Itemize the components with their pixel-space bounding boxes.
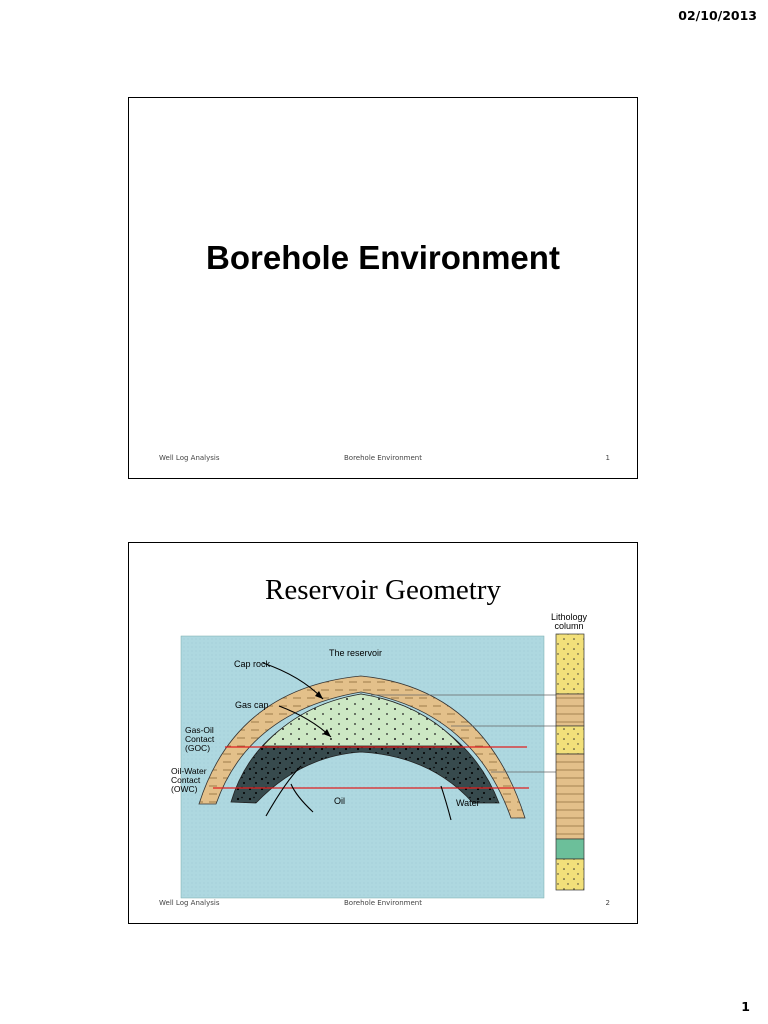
footer-topic: Borehole Environment	[343, 454, 422, 462]
lith-shale-2	[556, 754, 584, 839]
owc-label-line3: (OWC)	[171, 784, 198, 794]
slide-1	[128, 97, 638, 479]
owc-label-line1: Oil-Water	[171, 766, 207, 776]
lith-sand-1	[556, 634, 584, 694]
footer-course: Well Log Analysis	[159, 454, 220, 462]
lithology-column	[556, 634, 584, 890]
slide-2	[128, 542, 638, 924]
slide-footer	[129, 899, 637, 911]
reservoir-diagram	[151, 606, 621, 906]
oil-label: Oil	[334, 796, 345, 806]
lith-sand-2	[556, 726, 584, 754]
slide-title: Borehole Environment	[206, 239, 560, 276]
slide-footer	[129, 454, 637, 466]
goc-label-line3: (GOC)	[185, 743, 211, 753]
owc-label-line2: Contact	[171, 775, 201, 785]
lithology-label-line2: column	[554, 621, 584, 631]
goc-label-line1: Gas-Oil	[185, 725, 214, 735]
footer-topic: Borehole Environment	[343, 899, 422, 907]
reservoir-label: The reservoir	[329, 648, 383, 658]
cap-rock-label: Cap rock	[234, 659, 271, 669]
water-label: Water	[456, 798, 480, 808]
lith-green-layer	[556, 839, 584, 859]
footer-slide-number: 1	[605, 454, 610, 462]
slide-title: Reservoir Geometry	[265, 574, 501, 606]
lith-shale-1	[556, 694, 584, 726]
gas-cap-label: Gas cap	[235, 700, 269, 710]
page-date: 02/10/2013	[678, 8, 757, 23]
lith-sand-3	[556, 859, 584, 890]
footer-course: Well Log Analysis	[159, 899, 220, 907]
goc-label-line2: Contact	[185, 734, 215, 744]
page-number: 1	[741, 999, 750, 1014]
lithology-label-line1: Lithology	[550, 612, 588, 622]
footer-slide-number: 2	[605, 899, 610, 907]
